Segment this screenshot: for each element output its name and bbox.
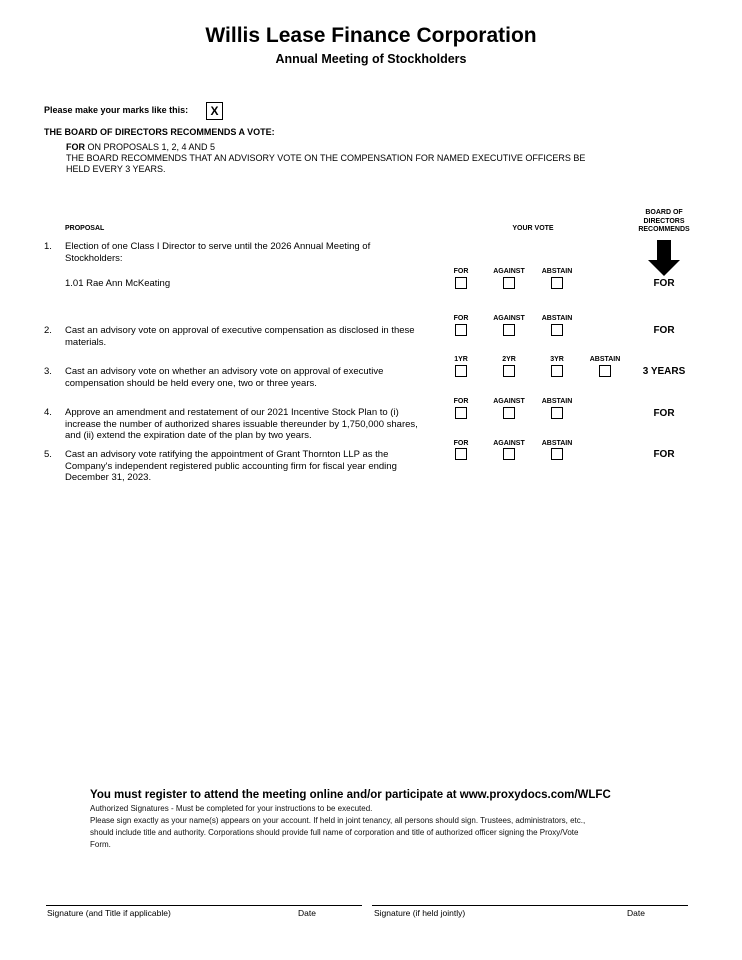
p1-recommendation: FOR [653,278,675,289]
board-rec-line-1: BOARD OF [645,209,683,216]
register-notice: You must register to attend the meeting online and/or participate at www.proxydocs.com/WLFC [90,789,611,801]
p2-abstain-label: ABSTAIN [541,315,573,322]
p3-recommendation: 3 YEARS [642,366,686,377]
proposal-4-number: 4. [44,407,52,418]
proposal-2-text [65,325,415,348]
proposal-header: PROPOSAL [65,225,105,232]
p2-against-label: AGAINST [493,315,525,322]
signature-line-1[interactable] [46,905,362,906]
proposal-5-line-2: Company's independent registered public accounting firm for fiscal year ending [65,460,397,472]
for-proposals-line [66,142,215,154]
document-subtitle: Annual Meeting of Stockholders [275,52,467,66]
p5-for-label: FOR [453,440,469,447]
advisory-line-2: HELD EVERY 3 YEARS. [66,164,166,174]
signature-1-label: Signature (and Title if applicable) [47,908,171,918]
p1-abstain-checkbox[interactable] [551,277,563,289]
proposal-1-line-1: Election of one Class I Director to serve until the 2026 Annual Meeting of [65,241,371,252]
p4-against-label: AGAINST [493,398,525,405]
board-rec-line-3: RECOMMENDS [638,226,690,233]
for-proposals-text: ON PROPOSALS 1, 2, 4 AND 5 [85,142,216,152]
document-title: Willis Lease Finance Corporation [205,24,537,47]
footer-line-1: Authorized Signatures - Must be completed for your instructions to be executed. [90,804,373,813]
p2-abstain-checkbox[interactable] [551,324,563,336]
proposal-1-line-2: Stockholders: [65,252,123,264]
p5-abstain-checkbox[interactable] [551,448,563,460]
proposal-4-line-2: increase the number of authorized shares issuable thereunder by 1,750,000 shares, [65,418,418,430]
proposal-4-line-3: and (ii) extend the expiration date of the plan by two years. [65,430,312,441]
p4-for-checkbox[interactable] [455,407,467,419]
p1-for-label: FOR [453,268,469,275]
proposal-1-nominee: 1.01 Rae Ann McKeating [65,278,171,289]
proposal-4-text [65,407,418,442]
p5-abstain-label: ABSTAIN [541,440,573,447]
p5-against-label: AGAINST [493,440,525,447]
p3-1yr-checkbox[interactable] [455,365,467,377]
p3-abstain-checkbox[interactable] [599,365,611,377]
p3-abstain-label: ABSTAIN [589,356,621,363]
signature-line-2[interactable] [372,905,688,906]
proposal-4-line-1: Approve an amendment and restatement of our 2021 Incentive Stock Plan to (i) [65,407,399,418]
p4-for-label: FOR [453,398,469,405]
p2-for-checkbox[interactable] [455,324,467,336]
p1-against-label: AGAINST [493,268,525,275]
signature-2-label: Signature (if held jointly) [374,908,466,918]
board-heading: THE BOARD OF DIRECTORS RECOMMENDS A VOTE: [44,127,275,137]
footer-line-3: should include title and authority. Corporations should provide full name of corporation and title of authorized officer signing the Proxy/Vote [90,828,579,837]
p2-against-checkbox[interactable] [503,324,515,336]
p4-abstain-checkbox[interactable] [551,407,563,419]
p1-for-checkbox[interactable] [455,277,467,289]
proposal-1-text [65,241,370,264]
p5-for-checkbox[interactable] [455,448,467,460]
footer-line-4: Form. [90,840,111,849]
your-vote-header: YOUR VOTE [512,225,554,232]
for-label: FOR [66,142,85,152]
p3-3yr-checkbox[interactable] [551,365,563,377]
p1-against-checkbox[interactable] [503,277,515,289]
p3-3yr-label: 3YR [550,356,564,363]
p3-2yr-checkbox[interactable] [503,365,515,377]
board-rec-line-2: DIRECTORS [643,217,685,225]
p2-recommendation: FOR [653,325,675,336]
p3-1yr-label: 1YR [454,356,468,363]
proposal-5-line-3: December 31, 2023. [65,472,152,483]
p1-abstain-label: ABSTAIN [541,268,573,275]
down-arrow-icon [648,240,680,281]
proposal-2-number: 2. [44,325,52,336]
board-recommends-header [629,209,699,235]
date-2-label: Date [627,908,645,918]
proposal-2-line-1: Cast an advisory vote on approval of executive compensation as disclosed in these [65,325,415,336]
marks-instruction: Please make your marks like this: [44,105,189,115]
proposal-5-number: 5. [44,449,52,460]
proposal-3-line-2: compensation should be held every one, two or three years. [65,377,317,389]
proposal-3-number: 3. [44,366,52,377]
p4-against-checkbox[interactable] [503,407,515,419]
proposal-5-text [65,449,397,484]
p3-2yr-label: 2YR [502,356,516,363]
proposal-3-text [65,366,383,389]
p4-abstain-label: ABSTAIN [541,398,573,405]
p5-against-checkbox[interactable] [503,448,515,460]
proposal-1-number: 1. [44,241,52,252]
date-1-label: Date [298,908,316,918]
p4-recommendation: FOR [653,408,675,419]
proposal-3-line-1: Cast an advisory vote on whether an advisory vote on approval of executive [65,366,384,377]
mark-example-box: X [206,102,223,120]
proposal-2-line-2: materials. [65,336,107,348]
advisory-line-1: THE BOARD RECOMMENDS THAT AN ADVISORY VOTE ON THE COMPENSATION FOR NAMED EXECUTIVE OFFICERS BE [66,153,586,163]
p2-for-label: FOR [453,315,469,322]
p5-recommendation: FOR [653,449,675,460]
proposal-5-line-1: Cast an advisory vote ratifying the appointment of Grant Thornton LLP as the [65,449,389,460]
footer-line-2: Please sign exactly as your name(s) appears on your account. If held in joint tenancy, all persons should sign. Trustees, administrators, etc., [90,816,586,825]
